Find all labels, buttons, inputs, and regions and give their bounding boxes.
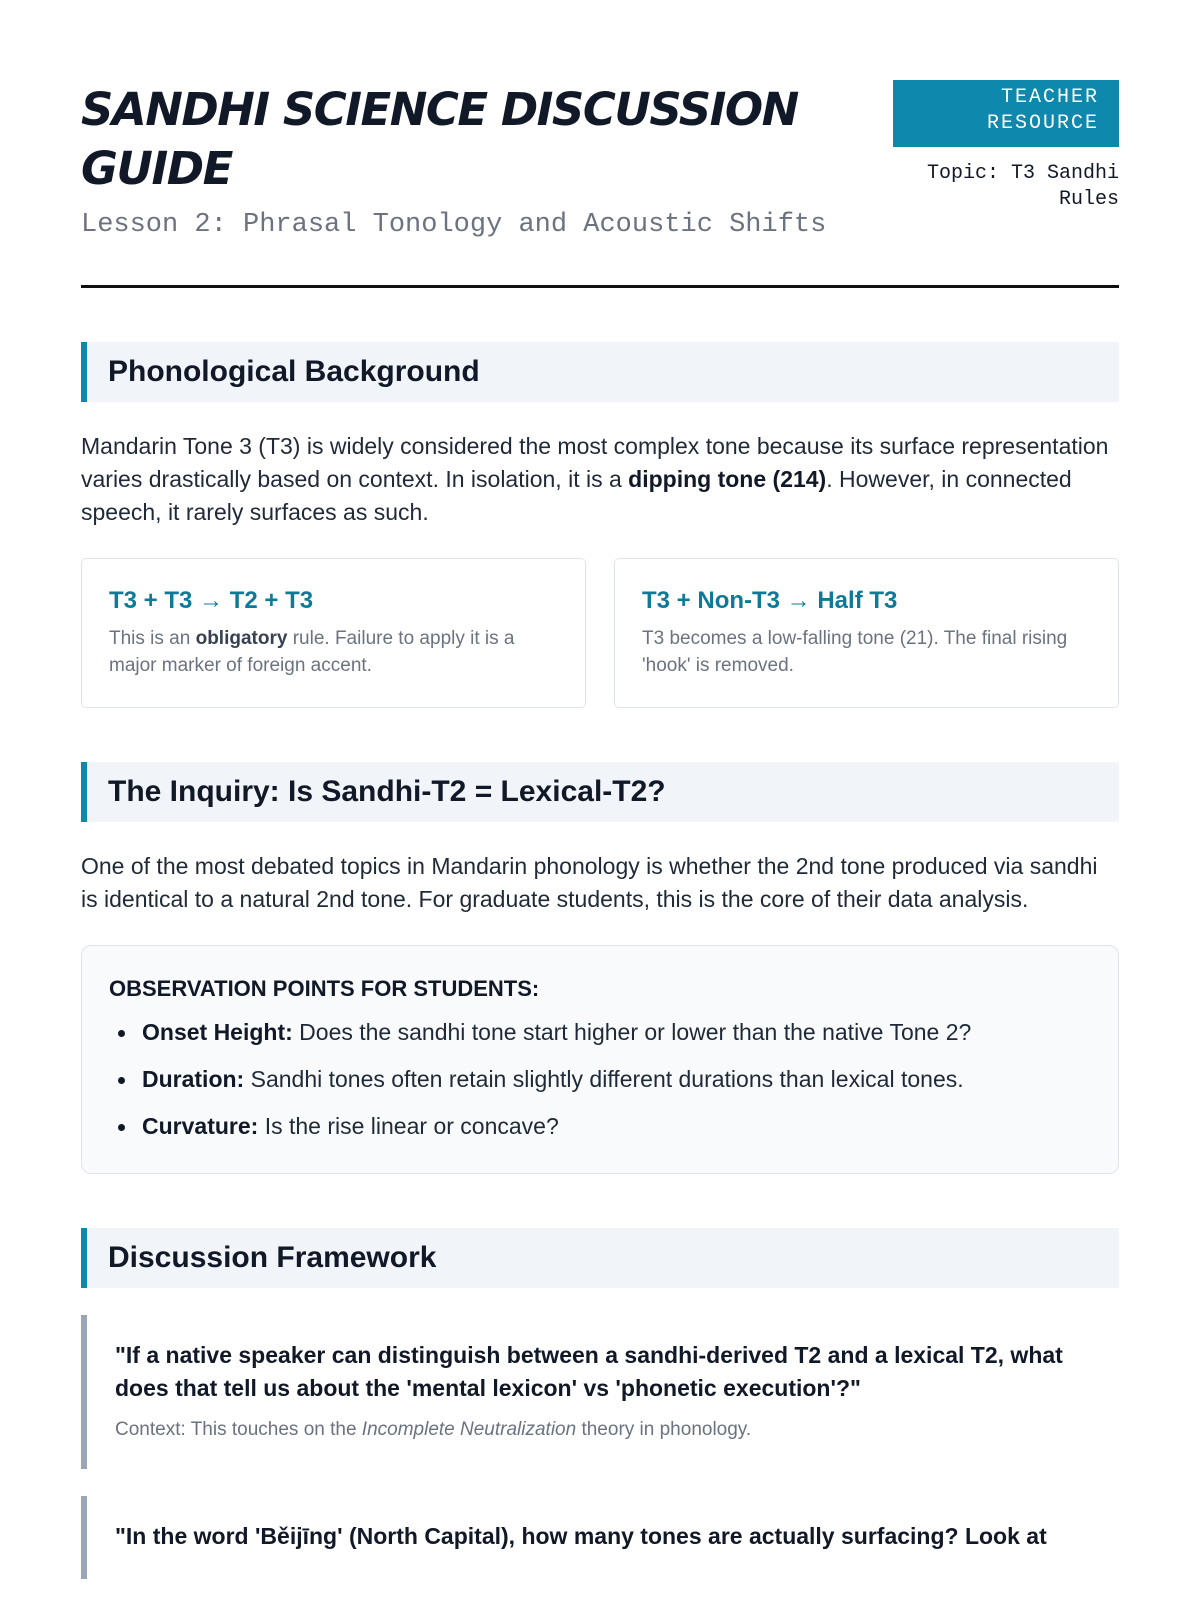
context-emphasis: Incomplete Neutralization [361, 1419, 577, 1440]
point-text: Sandhi tones often retain slightly different durations than lexical tones. [244, 1066, 964, 1092]
rule-description: T3 becomes a low-falling tone (21). The final rising 'hook' is removed. [642, 628, 1068, 676]
list-item [109, 1110, 1091, 1143]
section-title: Discussion Framework [108, 1241, 437, 1274]
inquiry-section [81, 762, 1119, 1174]
observation-title: OBSERVATION POINTS FOR STUDENTS: [109, 976, 540, 1001]
paragraph-text: . However, in connected speech, it rarely surfaces as such. [81, 466, 1072, 525]
guide-header [81, 80, 1119, 288]
rule-description [109, 625, 558, 679]
rule-emphasis: obligatory [195, 628, 288, 649]
rule-card-half-t3 [614, 558, 1119, 708]
context-text: theory in phonology. [576, 1419, 752, 1440]
point-label: Onset Height: [142, 1019, 293, 1045]
rule-card-t3-t3 [81, 558, 586, 708]
sandhi-rules-grid [81, 558, 1119, 708]
rule-text: rule. Failure to apply it is a major marker of foreign accent. [109, 628, 515, 676]
section-heading-background [81, 342, 1119, 402]
list-item [109, 1063, 1091, 1096]
lesson-subtitle: Lesson 2: Phrasal Tonology and Acoustic Shifts [81, 210, 827, 240]
discussion-framework-section [81, 1228, 1119, 1579]
question-text: "In the word 'Běijīng' (North Capital), how many tones are actually surfacing? Look at [115, 1523, 1047, 1549]
question-context [115, 1416, 1119, 1443]
observation-list [109, 1016, 1091, 1143]
point-text: Does the sandhi tone start higher or lower than the native Tone 2? [292, 1019, 972, 1045]
discussion-question [81, 1315, 1119, 1469]
phonological-background-section [81, 342, 1119, 708]
section-heading-inquiry [81, 762, 1119, 822]
teacher-resource-badge: TEACHER RESOURCE [893, 80, 1119, 147]
rule-title: T3 + Non-T3 → Half T3 [642, 587, 898, 614]
discussion-question [81, 1496, 1119, 1579]
rule-text: This is an [109, 628, 196, 649]
context-text: Context: This touches on the [115, 1419, 362, 1440]
point-label: Duration: [142, 1066, 245, 1092]
page-title: SANDHI SCIENCE DISCUSSION GUIDE [81, 83, 798, 195]
section-heading-framework [81, 1228, 1119, 1288]
section-title: Phonological Background [108, 355, 480, 388]
topic-label: Topic: T3 Sandhi Rules [926, 162, 1119, 211]
section-title: The Inquiry: Is Sandhi-T2 = Lexical-T2? [108, 775, 666, 808]
point-text: Is the rise linear or concave? [258, 1113, 559, 1139]
paragraph-emphasis: dipping tone (214) [628, 466, 827, 492]
meta-block [893, 80, 1119, 213]
rule-title: T3 + T3 → T2 + T3 [109, 587, 314, 614]
background-paragraph [81, 430, 1119, 529]
paragraph-text: Mandarin Tone 3 (T3) is widely considered the most complex tone because its surface representation varies drastically based on context. In isolation, it is a [81, 433, 1109, 492]
question-text: "If a native speaker can distinguish between a sandhi-derived T2 and a lexical T2, what does that tell us about the 'mental lexicon' vs 'phonetic execution'?" [115, 1342, 1063, 1401]
observation-points-box [81, 945, 1119, 1174]
inquiry-paragraph: One of the most debated topics in Mandarin phonology is whether the 2nd tone produced via sandhi is identical to a natural 2nd tone. For graduate students, this is the core of their data analysis. [81, 853, 1098, 912]
title-block [81, 80, 881, 240]
point-label: Curvature: [142, 1113, 259, 1139]
list-item [109, 1016, 1091, 1049]
